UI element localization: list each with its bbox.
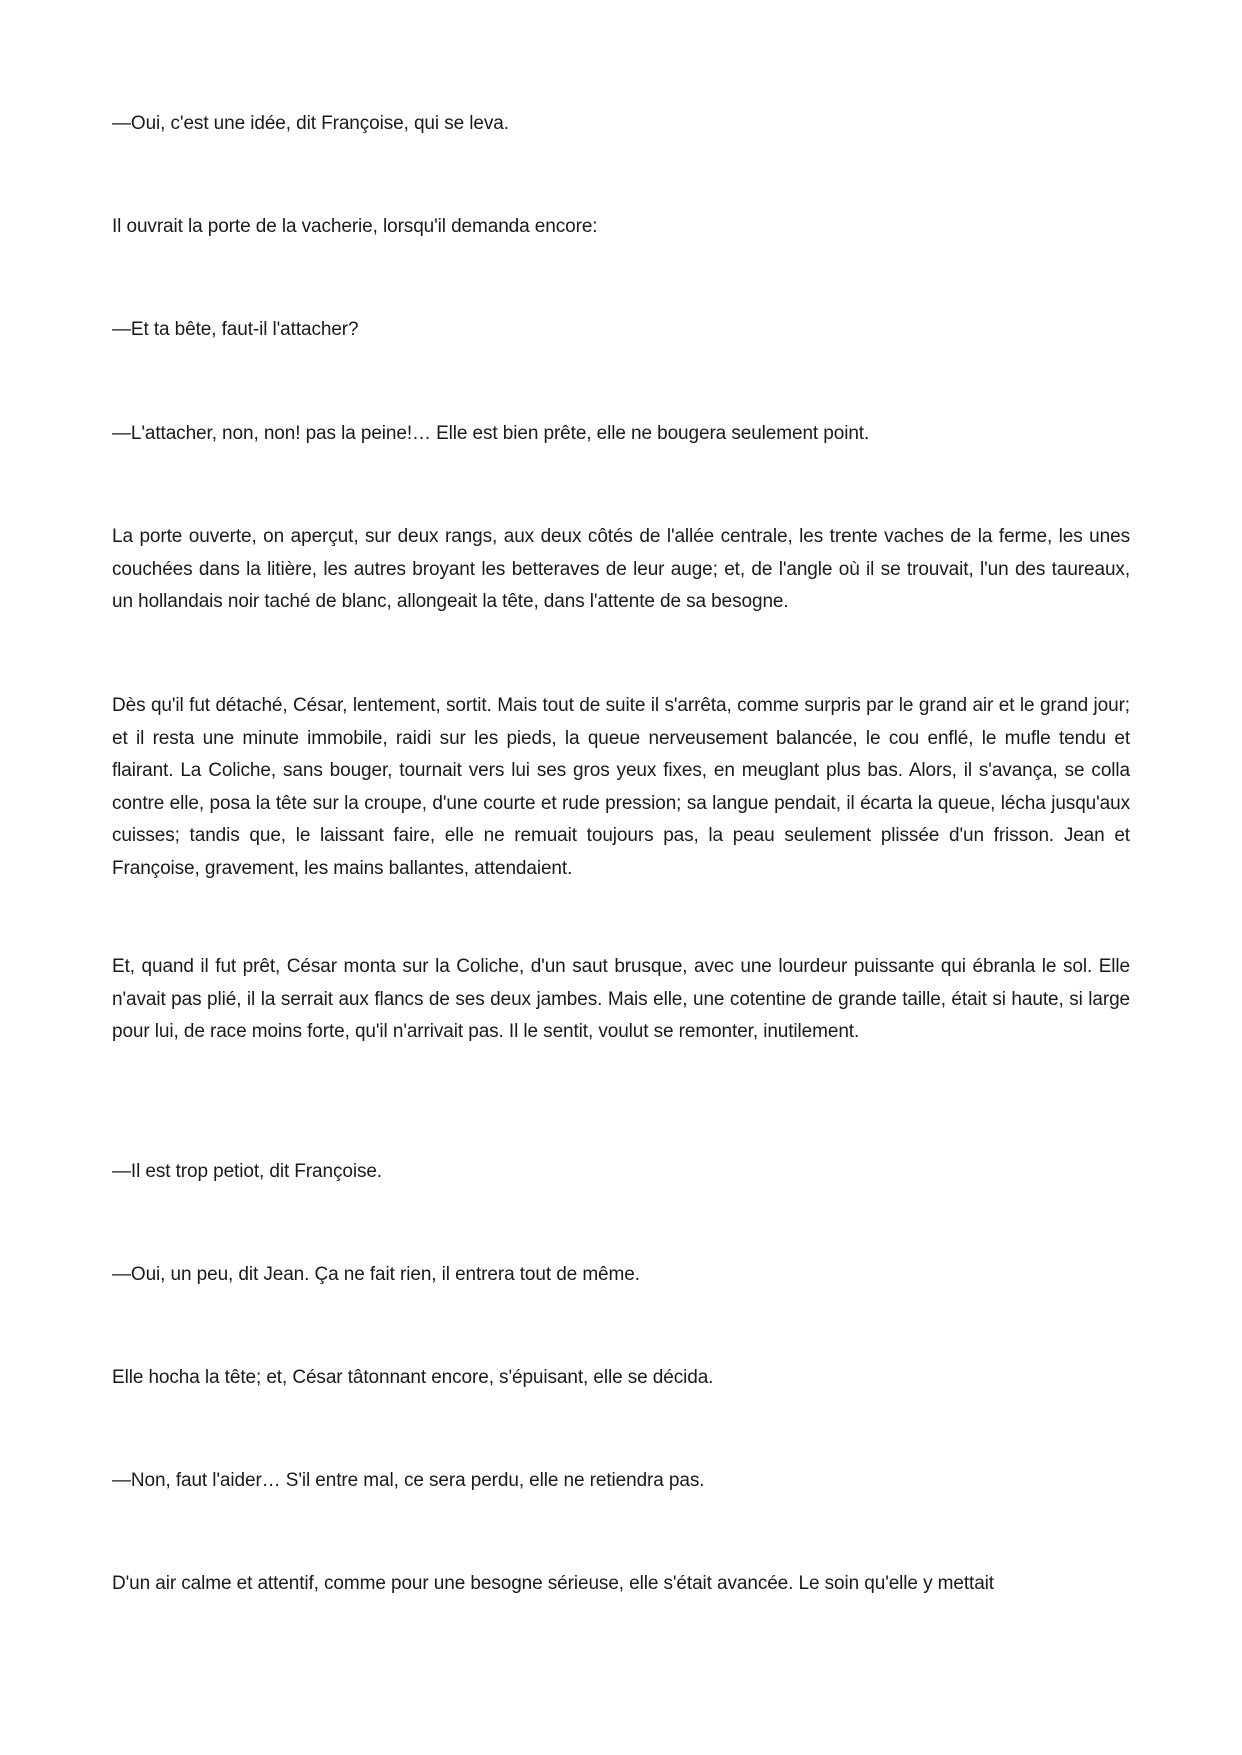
- paragraph-4: —L'attacher, non, non! pas la peine!… Elle est bien prête, elle ne bougera seulement point.: [112, 423, 870, 444]
- paragraph-5: La porte ouverte, on aperçut, sur deux rangs, aux deux côtés de l'allée centrale, les trente vaches de la ferme, les unes couchées dans la litière, les autres broyant les betteraves de leur auge; et, de l'angle où il se trouvait, l'un des taureaux, un hollandais noir taché de blanc, allongeait la tête, dans l'attente de sa besogne.: [112, 526, 1130, 612]
- paragraph-7: Et, quand il fut prêt, César monta sur la Coliche, d'un saut brusque, avec une lourdeur puissante qui ébranla le sol. Elle n'avait pas plié, il la serrait aux flancs de ses deux jambes. Mais elle, une cotentine de grande taille, était si haute, si large pour lui, de race moins forte, qu'il n'arrivait pas. Il le sentit, voulut se remonter, inutilement.: [112, 956, 1130, 1042]
- paragraph-9: —Oui, un peu, dit Jean. Ça ne fait rien, il entrera tout de même.: [112, 1264, 640, 1285]
- paragraph-3: —Et ta bête, faut-il l'attacher?: [112, 319, 359, 340]
- paragraph-12: D'un air calme et attentif, comme pour une besogne sérieuse, elle s'était avancée. Le soin qu'elle y mettait: [112, 1573, 994, 1594]
- paragraph-10: Elle hocha la tête; et, César tâtonnant encore, s'épuisant, elle se décida.: [112, 1367, 714, 1388]
- paragraph-1: —Oui, c'est une idée, dit Françoise, qui se leva.: [112, 113, 509, 134]
- paragraph-11: —Non, faut l'aider… S'il entre mal, ce sera perdu, elle ne retiendra pas.: [112, 1470, 705, 1491]
- paragraph-6: Dès qu'il fut détaché, César, lentement, sortit. Mais tout de suite il s'arrêta, comme surpris par le grand air et le grand jour; et il resta une minute immobile, raidi sur les pieds, la queue nerveusement balancée, le cou enflé, le mufle tendu et flairant. La Coliche, sans bouger, tournait vers lui ses gros yeux fixes, en meuglant plus bas. Alors, il s'avança, se colla contre elle, posa la tête sur la croupe, d'une courte et rude pression; sa langue pendait, il écarta la queue, lécha jusqu'aux cuisses; tandis que, le laissant faire, elle ne remuait toujours pas, la peau seulement plissée d'un frisson. Jean et Françoise, gravement, les mains ballantes, attendaient.: [112, 695, 1130, 879]
- paragraph-8: —Il est trop petiot, dit Françoise.: [112, 1161, 383, 1182]
- paragraph-2: Il ouvrait la porte de la vacherie, lorsqu'il demanda encore:: [112, 216, 598, 237]
